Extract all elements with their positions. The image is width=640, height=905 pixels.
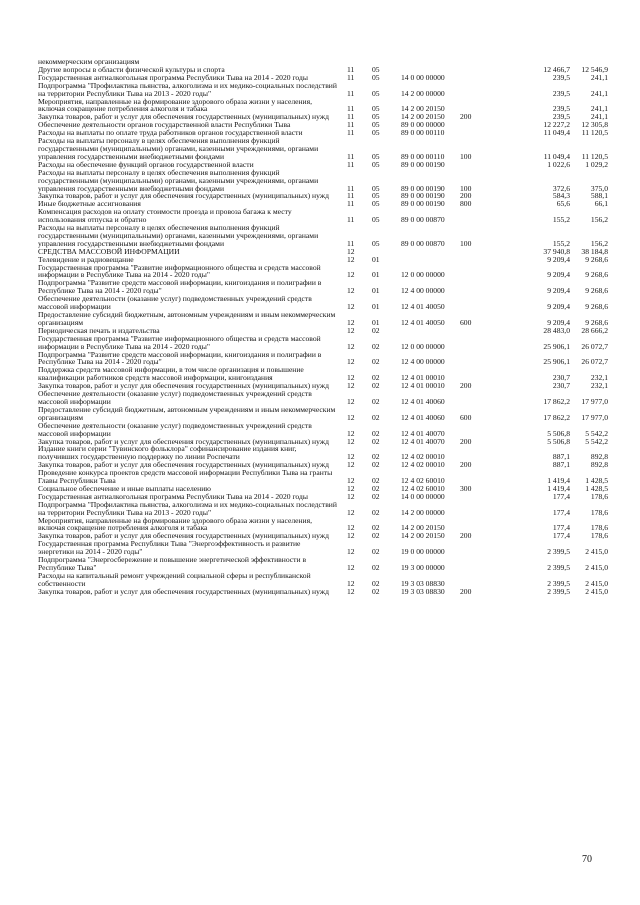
target-article-code: 19 3 00 00000	[401, 563, 445, 572]
expense-type-code: 600	[460, 317, 472, 327]
section-code: 12	[347, 286, 355, 296]
subsection-code: 02	[372, 396, 380, 406]
target-article-code: 12 0 00 00000	[401, 270, 445, 280]
row-name: Поддержка средств массовой информации, в том числе организация и повышение квалификации работников средств массовой информации, книгоиздания	[38, 365, 304, 383]
amount-year-2: 241,1	[590, 72, 608, 82]
expense-type-code: 100	[460, 151, 472, 161]
section-code: 11	[347, 159, 355, 169]
row-name: Издание книги серии "Тувинского фольклора" софинансирование издания книг, получивших государственную поддержку по линии Роспечати	[38, 444, 297, 462]
amount-year-1: 239,5	[552, 72, 570, 82]
row-name: Закупка товаров, работ и услуг для обеспечения государственных (муниципальных) нужд	[38, 191, 329, 201]
subsection-code: 02	[372, 483, 380, 493]
target-article-code: 14 2 00 00000	[401, 88, 445, 98]
amount-year-1: 372,6	[552, 183, 570, 193]
target-article-code: 12 4 01 00010	[401, 373, 445, 383]
section-code: 11	[347, 151, 355, 161]
target-article-code: 12 4 02 00010	[401, 460, 445, 470]
expense-type-code: 200	[460, 460, 472, 470]
amount-year-1: 177,4	[552, 523, 570, 533]
subsection-code: 02	[372, 476, 380, 486]
subsection-code: 05	[372, 64, 380, 74]
target-article-code: 12 4 01 40060	[401, 412, 445, 422]
subsection-code: 05	[372, 104, 380, 114]
table-row	[38, 295, 608, 311]
amount-year-2: 588,1	[590, 191, 608, 201]
target-article-code: 14 2 00 20150	[401, 531, 445, 541]
expense-type-code: 100	[460, 238, 472, 248]
subsection-code: 02	[372, 531, 380, 541]
target-article-code: 12 4 01 40060	[401, 396, 445, 406]
section-code: 11	[347, 199, 355, 209]
target-article-code: 89 0 00 00000	[401, 120, 445, 130]
amount-year-1: 239,5	[552, 88, 570, 98]
table-row	[38, 208, 608, 224]
row-name: Обеспечение деятельности (оказание услуг) подведомственных учреждений средств массовой информации	[38, 420, 312, 438]
expense-type-code: 200	[460, 381, 472, 391]
amount-year-2: 9 268,6	[585, 270, 608, 280]
row-name: СРЕДСТВА МАССОВОЙ ИНФОРМАЦИИ	[38, 246, 180, 256]
amount-year-1: 887,1	[552, 452, 570, 462]
target-article-code: 14 2 00 20150	[401, 523, 445, 533]
amount-year-1: 5 506,8	[547, 436, 570, 446]
subsection-code: 01	[372, 270, 380, 280]
amount-year-2: 26 072,7	[581, 357, 608, 367]
row-name: Обеспечение деятельности (оказание услуг) подведомственных учреждений средств массовой информации	[38, 389, 312, 406]
target-article-code: 12 4 00 00000	[401, 357, 445, 367]
target-article-code: 89 0 00 00110	[401, 128, 445, 138]
amount-year-2: 38 184,8	[581, 246, 608, 256]
table-row	[38, 279, 608, 295]
amount-year-1: 177,4	[552, 531, 570, 541]
table-row	[38, 169, 608, 193]
target-article-code: 14 0 00 00000	[401, 491, 445, 501]
section-code: 11	[347, 238, 355, 248]
table-row	[38, 224, 608, 248]
amount-year-1: 28 483,0	[543, 325, 570, 335]
section-code: 12	[347, 428, 355, 438]
table-row	[38, 351, 608, 367]
expense-type-code: 200	[460, 436, 472, 446]
amount-year-2: 241,1	[590, 88, 608, 98]
row-name: Иные бюджетные ассигнования	[38, 199, 141, 209]
row-name: Расходы на обеспечение функций органов государственной власти	[38, 159, 254, 169]
row-name: Другие вопросы в области физической культуры и спорта	[38, 64, 225, 74]
row-name: Государственная программа Республики Тыва "Энергоэффективность и развитие энергетики на 2014 - 2020 годы"	[38, 539, 301, 557]
section-code: 12	[347, 396, 355, 406]
amount-year-2: 12 305,8	[581, 120, 608, 130]
amount-year-1: 9 209,4	[547, 286, 570, 296]
amount-year-1: 177,4	[552, 507, 570, 517]
amount-year-1: 25 906,1	[543, 341, 570, 351]
target-article-code: 12 4 00 00000	[401, 286, 445, 296]
amount-year-2: 178,6	[590, 523, 608, 533]
row-name: Предоставление субсидий бюджетным, автономным учреждениям и иным некоммерческим организациям	[38, 404, 336, 422]
row-name: Закупка товаров, работ и услуг для обеспечения государственных (муниципальных) нужд	[38, 112, 329, 122]
table-row	[38, 98, 608, 114]
amount-year-1: 2 399,5	[547, 586, 570, 596]
amount-year-1: 230,7	[552, 373, 570, 383]
table-row	[38, 556, 608, 572]
subsection-code: 05	[372, 128, 380, 138]
row-name: Социальное обеспечение и иные выплаты населению	[38, 483, 211, 493]
subsection-code: 02	[372, 341, 380, 351]
amount-year-2: 2 415,0	[585, 563, 608, 572]
subsection-code: 05	[372, 72, 380, 82]
amount-year-1: 584,3	[552, 191, 570, 201]
section-code: 11	[347, 183, 355, 193]
subsection-code: 02	[372, 523, 380, 533]
table-row	[38, 366, 608, 382]
expense-type-code: 200	[460, 112, 472, 122]
section-code: 12	[347, 270, 355, 280]
amount-year-1: 9 209,4	[547, 302, 570, 312]
row-name: Обеспечение деятельности (оказание услуг) подведомственных учреждений средств массовой информации	[38, 294, 312, 312]
target-article-code: 89 0 00 00870	[401, 215, 445, 225]
amount-year-1: 2 399,5	[547, 547, 570, 557]
section-code: 11	[347, 88, 355, 98]
page-number: 70	[582, 854, 592, 865]
row-name: Расходы на выплаты персоналу в целях обеспечения выполнения функций государственными (муниципальными) органами, казенными учреждениями, органами управления государственными внебюджетными фондами	[38, 223, 319, 248]
table-row	[38, 137, 608, 161]
subsection-code: 05	[372, 199, 380, 209]
row-name: Закупка товаров, работ и услуг для обеспечения государственных (муниципальных) нужд	[38, 586, 329, 596]
subsection-code: 02	[372, 507, 380, 517]
table-row	[38, 445, 608, 461]
section-code: 12	[347, 491, 355, 501]
table-row	[38, 264, 608, 280]
amount-year-1: 239,5	[552, 112, 570, 122]
row-name: Подпрограмма "Энергосбережение и повышение энергетической эффективности в Республике Тыва"	[38, 555, 307, 572]
target-article-code: 19 3 03 08830	[401, 578, 445, 588]
section-code: 12	[347, 302, 355, 312]
amount-year-2: 232,1	[590, 373, 608, 383]
target-article-code: 89 0 00 00870	[401, 238, 445, 248]
subsection-code: 01	[372, 286, 380, 296]
table-row	[38, 311, 608, 327]
expense-type-code: 200	[460, 586, 472, 596]
section-code: 11	[347, 128, 355, 138]
amount-year-2: 1 428,5	[585, 483, 608, 493]
subsection-code: 02	[372, 325, 380, 335]
amount-year-1: 5 506,8	[547, 428, 570, 438]
table-row	[38, 501, 608, 517]
subsection-code: 05	[372, 120, 380, 130]
row-name: Мероприятия, направленные на формирование здорового образа жизни у населения, включая сокращение потребления алкоголя и табака	[38, 96, 313, 114]
target-article-code: 12 4 01 40070	[401, 428, 445, 438]
table-row	[38, 572, 608, 588]
row-name: Предоставление субсидий бюджетным, автономным учреждениям и иным некоммерческим организациям	[38, 310, 336, 327]
subsection-code: 01	[372, 317, 380, 327]
subsection-code: 02	[372, 563, 380, 572]
target-article-code: 12 4 02 00010	[401, 452, 445, 462]
amount-year-2: 2 415,0	[585, 578, 608, 588]
target-article-code: 89 0 00 00190	[401, 159, 445, 169]
subsection-code: 05	[372, 215, 380, 225]
row-name: Закупка товаров, работ и услуг для обеспечения государственных (муниципальных) нужд	[38, 460, 329, 470]
subsection-code: 02	[372, 578, 380, 588]
subsection-code: 02	[372, 547, 380, 557]
amount-year-1: 12 227,2	[543, 120, 570, 130]
row-name: Расходы на выплаты по оплате труда работников органов государственной власти	[38, 128, 303, 138]
row-name: Подпрограмма "Развитие средств массовой информации, книгоиздания и полиграфии в Республике Тыва на 2014 - 2020 годы"	[38, 278, 322, 296]
amount-year-1: 11 049,4	[543, 128, 570, 138]
subsection-code: 02	[372, 460, 380, 470]
subsection-code: 05	[372, 151, 380, 161]
row-name: Проведение конкурса проектов средств массовой информации Республики Тыва на гранты Главы Республики Тыва	[38, 468, 333, 486]
subsection-code: 05	[372, 159, 380, 169]
section-code: 12	[347, 578, 355, 588]
section-code: 12	[347, 483, 355, 493]
table-row	[38, 540, 608, 556]
amount-year-1: 25 906,1	[543, 357, 570, 367]
target-article-code: 14 0 00 00000	[401, 72, 445, 82]
subsection-code: 05	[372, 112, 380, 122]
target-article-code: 89 0 00 00110	[401, 151, 445, 161]
row-name: Расходы на выплаты персоналу в целях обеспечения выполнения функций государственными (муниципальными) органами, казенными учреждениями, органами управления государственными внебюджетными фондами	[38, 167, 319, 193]
amount-year-2: 17 977,0	[581, 396, 608, 406]
target-article-code: 12 4 01 40070	[401, 436, 445, 446]
amount-year-2: 178,6	[590, 507, 608, 517]
section-code: 11	[347, 120, 355, 130]
section-code: 12	[347, 325, 355, 335]
expense-type-code: 300	[460, 483, 472, 493]
target-article-code: 12 4 01 40050	[401, 302, 445, 312]
amount-year-1: 65,6	[556, 199, 570, 209]
section-code: 11	[347, 112, 355, 122]
amount-year-2: 28 666,2	[581, 325, 608, 335]
amount-year-2: 9 268,6	[585, 286, 608, 296]
subsection-code: 02	[372, 452, 380, 462]
row-name: Расходы на выплаты персоналу в целях обеспечения выполнения функций государственными (муниципальными) органами, казенными учреждениями, органами управления государственными внебюджетными фондами	[38, 136, 319, 161]
section-code: 12	[347, 523, 355, 533]
amount-year-2: 17 977,0	[581, 412, 608, 422]
amount-year-2: 241,1	[590, 112, 608, 122]
amount-year-2: 232,1	[590, 381, 608, 391]
amount-year-2: 2 415,0	[585, 586, 608, 596]
row-name: Закупка товаров, работ и услуг для обеспечения государственных (муниципальных) нужд	[38, 381, 329, 391]
row-name: Подпрограмма "Профилактика пьянства, алкоголизма и их медико-социальных последствий на территории Республики Тыва на 2013 - 2020 годы"	[38, 80, 337, 98]
table-row	[38, 469, 608, 485]
section-code: 11	[347, 191, 355, 201]
amount-year-2: 156,2	[590, 215, 608, 225]
subsection-code: 01	[372, 302, 380, 312]
row-name: Расходы на капитальный ремонт учреждений социальной сферы и республиканской собственности	[38, 570, 311, 588]
row-name: некоммерческим организациям	[38, 57, 140, 66]
subsection-code: 02	[372, 436, 380, 446]
amount-year-1: 1 419,4	[547, 476, 570, 486]
amount-year-1: 230,7	[552, 381, 570, 391]
budget-table	[38, 58, 608, 596]
amount-year-2: 1 029,2	[585, 159, 608, 169]
amount-year-2: 892,8	[590, 460, 608, 470]
section-code: 12	[347, 547, 355, 557]
subsection-code: 05	[372, 238, 380, 248]
row-name: Закупка товаров, работ и услуг для обеспечения государственных (муниципальных) нужд	[38, 531, 329, 541]
amount-year-2: 9 268,6	[585, 302, 608, 312]
subsection-code: 05	[372, 183, 380, 193]
section-code: 12	[347, 476, 355, 486]
section-code: 12	[347, 452, 355, 462]
table-row	[38, 517, 608, 533]
subsection-code: 02	[372, 381, 380, 391]
section-code: 12	[347, 531, 355, 541]
section-code: 12	[347, 586, 355, 596]
amount-year-2: 11 120,5	[581, 128, 608, 138]
target-article-code: 14 2 00 20150	[401, 112, 445, 122]
amount-year-1: 11 049,4	[543, 151, 570, 161]
row-name: Периодическая печать и издательства	[38, 325, 160, 335]
table-row	[38, 588, 608, 596]
subsection-code: 02	[372, 373, 380, 383]
amount-year-1: 1 022,6	[547, 159, 570, 169]
subsection-code: 01	[372, 254, 380, 264]
section-code: 12	[347, 246, 355, 256]
amount-year-2: 241,1	[590, 104, 608, 114]
section-code: 11	[347, 215, 355, 225]
amount-year-1: 37 940,8	[543, 246, 570, 256]
target-article-code: 14 2 00 00000	[401, 507, 445, 517]
target-article-code: 12 4 01 00010	[401, 381, 445, 391]
amount-year-1: 2 399,5	[547, 578, 570, 588]
subsection-code: 02	[372, 428, 380, 438]
section-code: 12	[347, 341, 355, 351]
amount-year-2: 156,2	[590, 238, 608, 248]
target-article-code: 12 4 02 60010	[401, 483, 445, 493]
amount-year-2: 5 542,2	[585, 436, 608, 446]
row-name: Государственная антиалкогольная программа Республики Тыва на 2014 - 2020 годы	[38, 491, 308, 501]
amount-year-1: 1 419,4	[547, 483, 570, 493]
subsection-code: 05	[372, 88, 380, 98]
row-name: Государственная программа "Развитие информационного общества и средств массовой информации в Республике Тыва на 2014 - 2020 годы"	[38, 333, 321, 351]
row-name: Компенсация расходов на оплату стоимости проезда и провоза багажа к месту использования отпуска и обратно	[38, 207, 292, 225]
amount-year-2: 1 428,5	[585, 476, 608, 486]
section-code: 12	[347, 412, 355, 422]
section-code: 12	[347, 254, 355, 264]
table-row	[38, 335, 608, 351]
row-name: Подпрограмма "Развитие средств массовой информации, книгоиздания и полиграфии в Республике Тыва на 2014 - 2020 годы"	[38, 349, 322, 367]
amount-year-2: 2 415,0	[585, 547, 608, 557]
target-article-code: 12 4 02 60010	[401, 476, 445, 486]
amount-year-1: 9 209,4	[547, 270, 570, 280]
subsection-code: 02	[372, 357, 380, 367]
amount-year-1: 12 466,7	[543, 64, 570, 74]
expense-type-code: 100	[460, 183, 472, 193]
table-row	[38, 422, 608, 438]
section-code: 12	[347, 460, 355, 470]
expense-type-code: 200	[460, 531, 472, 541]
table-row	[38, 390, 608, 406]
amount-year-1: 155,2	[552, 238, 570, 248]
row-name: Телевидение и радиовещание	[38, 254, 134, 264]
amount-year-2: 178,6	[590, 531, 608, 541]
amount-year-2: 66,1	[594, 199, 608, 209]
amount-year-2: 375,0	[590, 183, 608, 193]
amount-year-1: 2 399,5	[547, 563, 570, 572]
amount-year-2: 12 546,9	[581, 64, 608, 74]
target-article-code: 89 0 00 00190	[401, 191, 445, 201]
row-name: Подпрограмма "Профилактика пьянства, алкоголизма и их медико-социальных последствий на территории Республики Тыва на 2013 - 2020 годы"	[38, 499, 337, 517]
amount-year-2: 11 120,5	[581, 151, 608, 161]
row-name: Государственная программа "Развитие информационного общества и средств массовой информации в Республике Тыва на 2014 - 2020 годы"	[38, 262, 321, 280]
section-code: 11	[347, 72, 355, 82]
section-code: 12	[347, 563, 355, 572]
amount-year-1: 17 862,2	[543, 396, 570, 406]
target-article-code: 12 4 01 40050	[401, 317, 445, 327]
amount-year-2: 178,6	[590, 491, 608, 501]
subsection-code: 02	[372, 586, 380, 596]
section-code: 12	[347, 317, 355, 327]
section-code: 12	[347, 507, 355, 517]
expense-type-code: 600	[460, 412, 472, 422]
row-name: Обеспечение деятельности органов государственной власти Республики Тыва	[38, 120, 291, 130]
table-row	[38, 82, 608, 98]
amount-year-2: 9 268,6	[585, 317, 608, 327]
row-name: Государственная антиалкогольная программа Республики Тыва на 2014 - 2020 годы	[38, 72, 308, 82]
amount-year-1: 239,5	[552, 104, 570, 114]
row-name: Мероприятия, направленные на формирование здорового образа жизни у населения, включая сокращение потребления алкоголя и табака	[38, 515, 313, 533]
amount-year-2: 5 542,2	[585, 428, 608, 438]
subsection-code: 02	[372, 491, 380, 501]
subsection-code: 05	[372, 191, 380, 201]
section-code: 11	[347, 104, 355, 114]
target-article-code: 14 2 00 20150	[401, 104, 445, 114]
target-article-code: 19 0 00 00000	[401, 547, 445, 557]
target-article-code: 12 0 00 00000	[401, 341, 445, 351]
target-article-code: 89 0 00 00190	[401, 183, 445, 193]
section-code: 12	[347, 357, 355, 367]
expense-type-code: 800	[460, 199, 472, 209]
amount-year-1: 9 209,4	[547, 254, 570, 264]
amount-year-1: 887,1	[552, 460, 570, 470]
amount-year-1: 155,2	[552, 215, 570, 225]
amount-year-2: 892,8	[590, 452, 608, 462]
section-code: 12	[347, 373, 355, 383]
section-code: 11	[347, 64, 355, 74]
subsection-code: 02	[372, 412, 380, 422]
section-code: 12	[347, 381, 355, 391]
amount-year-1: 17 862,2	[543, 412, 570, 422]
section-code: 12	[347, 436, 355, 446]
expense-type-code: 200	[460, 191, 472, 201]
amount-year-1: 9 209,4	[547, 317, 570, 327]
row-name: Закупка товаров, работ и услуг для обеспечения государственных (муниципальных) нужд	[38, 436, 329, 446]
table-row	[38, 406, 608, 422]
target-article-code: 19 3 03 08830	[401, 586, 445, 596]
target-article-code: 89 0 00 00190	[401, 199, 445, 209]
amount-year-1: 177,4	[552, 491, 570, 501]
amount-year-2: 26 072,7	[581, 341, 608, 351]
amount-year-2: 9 268,6	[585, 254, 608, 264]
